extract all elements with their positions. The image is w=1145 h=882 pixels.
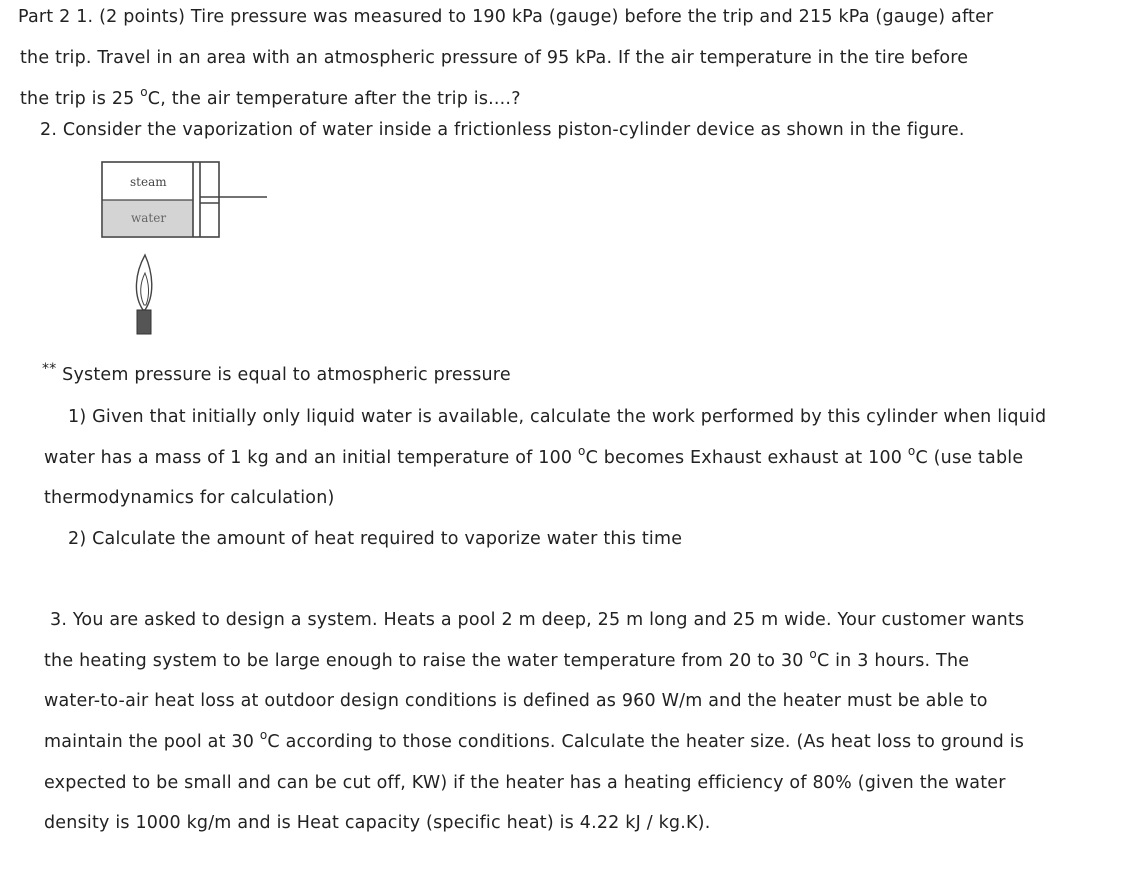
q3-line-5: expected to be small and can be cut off, KW) if the heater has a heating efficiency of 80% (given the water xyxy=(44,773,1006,793)
q2-part1-line-2-a: water has a mass of 1 kg and an initial temperature of 100 xyxy=(44,448,579,468)
q2-part1-line-1: 1) Given that initially only liquid water is available, calculate the work performed by this cylinder when liquid xyxy=(68,407,1047,427)
degree-symbol: o xyxy=(140,85,148,99)
q2-part1-line-2 xyxy=(44,444,1024,468)
q3-line-2-a: the heating system to be large enough to raise the water temperature from 20 to 30 xyxy=(44,651,810,671)
degree-symbol: o xyxy=(809,647,817,661)
q3-line-4-b: C according to those conditions. Calculate the heater size. (As heat loss to ground is xyxy=(267,732,1025,752)
q3-line-6: density is 1000 kg/m and is Heat capacity (specific heat) is 4.22 kJ / kg.K). xyxy=(44,813,711,833)
piston-cylinder-figure xyxy=(95,155,285,345)
q1-line-2: the trip. Travel in an area with an atmospheric pressure of 95 kPa. If the air temperature in the tire before xyxy=(20,48,969,68)
q1-line-3 xyxy=(20,85,521,109)
note-line xyxy=(42,361,511,385)
q2-heading: 2. Consider the vaporization of water inside a frictionless piston-cylinder device as shown in the figure. xyxy=(40,120,965,140)
degree-symbol: o xyxy=(259,728,268,742)
q3-line-4-a: maintain the pool at 30 xyxy=(44,732,260,752)
q2-part1-line-2-c: C (use table xyxy=(915,448,1024,468)
q3-line-2 xyxy=(44,647,970,671)
q1-line-1: Part 2 1. (2 points) Tire pressure was measured to 190 kPa (gauge) before the trip and 215 kPa (gauge) after xyxy=(18,7,994,27)
note-asterisks: ** xyxy=(42,361,57,377)
q2-part2-line: 2) Calculate the amount of heat required to vaporize water this time xyxy=(68,529,683,549)
burner-base-icon xyxy=(137,310,151,334)
q3-line-4 xyxy=(44,728,1025,752)
q1-line-3-a: the trip is 25 xyxy=(20,89,141,109)
water-label: water xyxy=(131,211,167,225)
degree-symbol: o xyxy=(907,444,916,458)
q3-line-2-b: C in 3 hours. The xyxy=(816,651,970,671)
q1-line-3-b: C, the air temperature after the trip is....? xyxy=(147,89,521,109)
q3-line-1: 3. You are asked to design a system. Heats a pool 2 m deep, 25 m long and 25 m wide. Your customer wants xyxy=(50,610,1025,630)
degree-symbol: o xyxy=(578,444,586,458)
q2-part1-line-3: thermodynamics for calculation) xyxy=(44,488,335,508)
q2-part1-line-2-b: C becomes Exhaust exhaust at 100 xyxy=(585,448,908,468)
note-text: System pressure is equal to atmospheric pressure xyxy=(56,365,511,385)
q3-line-3: water-to-air heat loss at outdoor design conditions is defined as 960 W/m and the heater must be able to xyxy=(44,691,988,711)
steam-label: steam xyxy=(130,175,167,189)
flame-icon xyxy=(136,255,151,310)
